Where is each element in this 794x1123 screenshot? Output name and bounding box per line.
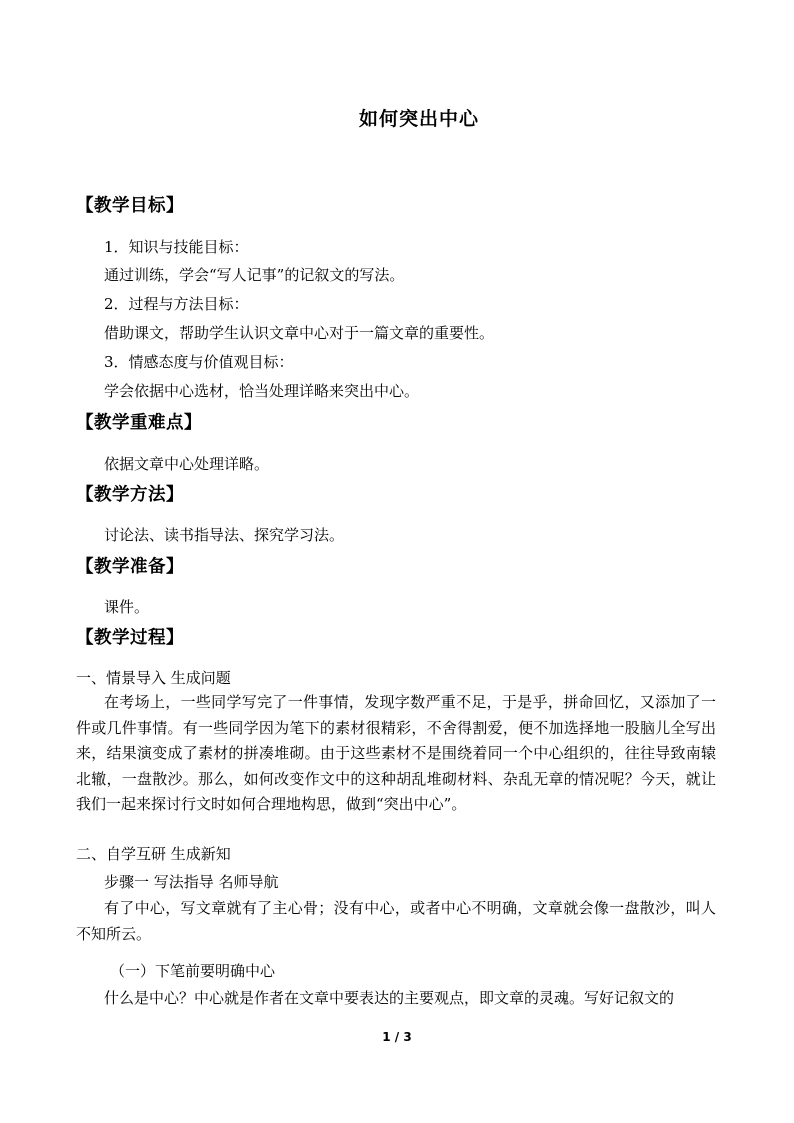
methods-text: 讨论法、读书指导法、探究学习法。 xyxy=(104,526,345,544)
process-sub1: （一）下笔前要明确中心 xyxy=(110,962,276,980)
process-sub1-paragraph: 什么是中心？中心就是作者在文章中要表达的主要观点，即文章的灵魂。写好记叙文的 xyxy=(104,989,675,1007)
page-number: 1 / 3 xyxy=(382,1030,412,1044)
objective-2-label: 2．过程与方法目标： xyxy=(104,295,249,313)
process-heading: 【教学过程】 xyxy=(76,628,184,648)
objective-3-text: 学会依据中心选材，恰当处理详略来突出中心。 xyxy=(104,382,420,400)
objective-3-label: 3．情感态度与价值观目标： xyxy=(104,353,294,371)
process-part1-title: 一、情景导入 生成问题 xyxy=(76,669,231,687)
objectives-heading: 【教学目标】 xyxy=(76,196,184,216)
key-points-text: 依据文章中心处理详略。 xyxy=(104,455,270,473)
process-step1: 步骤一 写法指导 名师导航 xyxy=(104,873,279,891)
process-part2-title: 二、自学互研 生成新知 xyxy=(76,845,231,863)
objective-1-text: 通过训练，学会“写人记事”的记叙文的写法。 xyxy=(104,266,405,284)
preparation-heading: 【教学准备】 xyxy=(76,557,184,577)
key-points-heading: 【教学重难点】 xyxy=(76,413,202,433)
objective-2-text: 借助课文，帮助学生认识文章中心对于一篇文章的重要性。 xyxy=(104,324,495,342)
objective-1-label: 1．知识与技能目标： xyxy=(104,238,249,256)
process-step1-paragraph: 有了中心，写文章就有了主心骨；没有中心，或者中心不明确，文章就会像一盘散沙，叫人不知所云。 xyxy=(76,899,716,943)
document-title: 如何突出中心 xyxy=(358,108,479,130)
methods-heading: 【教学方法】 xyxy=(76,485,184,505)
process-part1-paragraph: 在考场上，一些同学写完了一件事情，发现字数严重不足，于是乎，拼命回忆，又添加了一件或几件事情。有一些同学因为笔下的素材很精彩，不舍得割爱，便不加选择地一股脑儿全写出来，结果演变成了素材的拼凑堆砌。由于这些素材不是围绕着同一个中心组织的，往往导致南辕北辙，一盘散沙。那么，如何改变作文中的这种胡乱堆砌材料、杂乱无章的情况呢？今天，就让我们一起来探讨行文时如何合理地构思，做到“突出中心”。 xyxy=(76,693,716,813)
preparation-text: 课件。 xyxy=(104,598,150,616)
